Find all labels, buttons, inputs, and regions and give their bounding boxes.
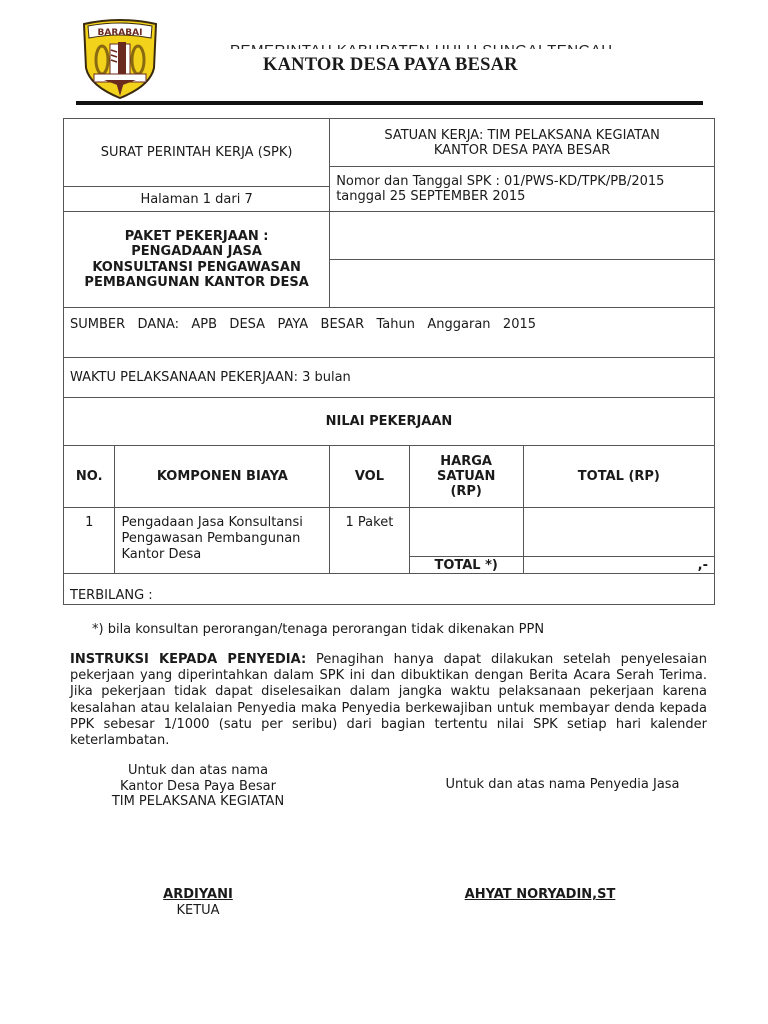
instructions: [70, 652, 707, 749]
spk-number-line2: tanggal 25 SEPTEMBER 2015: [336, 189, 526, 204]
row-total: [523, 508, 714, 557]
spk-number-line1: Nomor dan Tanggal SPK : 01/PWS-KD/TPK/PB/2015: [336, 174, 665, 189]
sig-left-line1: Untuk dan atas nama: [127, 763, 269, 778]
spk-number-cell: [330, 167, 715, 212]
sig-right-line1: Untuk dan atas nama Penyedia Jasa: [445, 777, 680, 792]
sig-right-name: AHYAT NORYADIN,ST: [464, 887, 616, 902]
duration: WAKTU PELAKSANAAN PEKERJAAN: 3 bulan: [64, 358, 715, 398]
row-no: 1: [64, 508, 115, 574]
government-line: [230, 42, 670, 56]
table-row: [64, 508, 715, 557]
col-header-no: NO.: [64, 446, 115, 508]
instructions-label: INSTRUKSI KEPADA PENYEDIA:: [70, 652, 307, 667]
total-label: TOTAL *): [409, 557, 523, 574]
signatory-left: [98, 887, 298, 919]
spk-title-cell: [64, 119, 330, 187]
spk-table: [63, 118, 715, 605]
col-header-unit-price: HARGA SATUAN (RP): [409, 446, 523, 508]
barabai-logo: [80, 18, 160, 100]
page-info: Halaman 1 dari 7: [64, 187, 330, 212]
header-divider: [76, 101, 703, 105]
footnote: *) bila konsultan perorangan/tenaga perorangan tidak dikenakan PPN: [92, 622, 545, 637]
value-heading: NILAI PEKERJAAN: [64, 398, 715, 446]
work-unit-cell: [330, 119, 715, 167]
row-vol: 1 Paket: [330, 508, 409, 574]
fund-source: SUMBER DANA: APB DESA PAYA BESAR Tahun Anggaran 2015: [64, 308, 715, 358]
signature-right-block: [420, 777, 705, 792]
package-text: PAKET PEKERJAAN : PENGADAAN JASA KONSULTANSI PENGAWASAN PEMBANGUNAN KANTOR DESA: [84, 228, 309, 290]
instructions-text: Penagihan hanya dapat dilakukan setelah penyelesaian pekerjaan yang diperintahkan dalam SPK ini dan dibuktikan dengan Berita Acara Serah Terima. Jika pekerjaan tidak dapat diselesaikan dalam jangka waktu pelaksanaan pekerjaan karena kesalahan atau kelalaian Penyedia maka Penyedia berkewajiban untuk membayar denda kepada PPK sebesar 1/1000 (satu per seribu) dari bagian tertentu nilai SPK setiap hari kalender keterlambatan.: [70, 652, 707, 749]
row-component: Pengadaan Jasa Konsultansi Pengawasan Pembangunan Kantor Desa: [115, 508, 330, 574]
office-title: KANTOR DESA PAYA BESAR: [263, 55, 518, 75]
col-header-total: TOTAL (RP): [523, 446, 714, 508]
col-header-component: KOMPONEN BIAYA: [115, 446, 330, 508]
total-value: ,-: [523, 557, 714, 574]
in-words: TERBILANG :: [64, 574, 715, 605]
sig-left-line3: TIM PELAKSANA KEGIATAN: [111, 794, 285, 810]
signatory-right: [420, 887, 660, 902]
col-header-vol: VOL: [330, 446, 409, 508]
sig-left-name: ARDIYANI: [163, 887, 233, 902]
package-cell: [64, 212, 330, 308]
work-unit: SATUAN KERJA: TIM PELAKSANA KEGIATAN KANTOR DESA PAYA BESAR: [384, 127, 660, 158]
signature-left-block: [98, 763, 298, 810]
package-blank-top: [330, 212, 715, 260]
package-blank-bottom: [330, 260, 715, 308]
sig-left-role: KETUA: [176, 903, 220, 918]
spk-title: SURAT PERINTAH KERJA (SPK): [100, 145, 293, 160]
row-unit-price: [409, 508, 523, 557]
sig-left-line2: Kantor Desa Paya Besar: [120, 778, 276, 794]
logo-text: BARABAI: [97, 28, 143, 38]
